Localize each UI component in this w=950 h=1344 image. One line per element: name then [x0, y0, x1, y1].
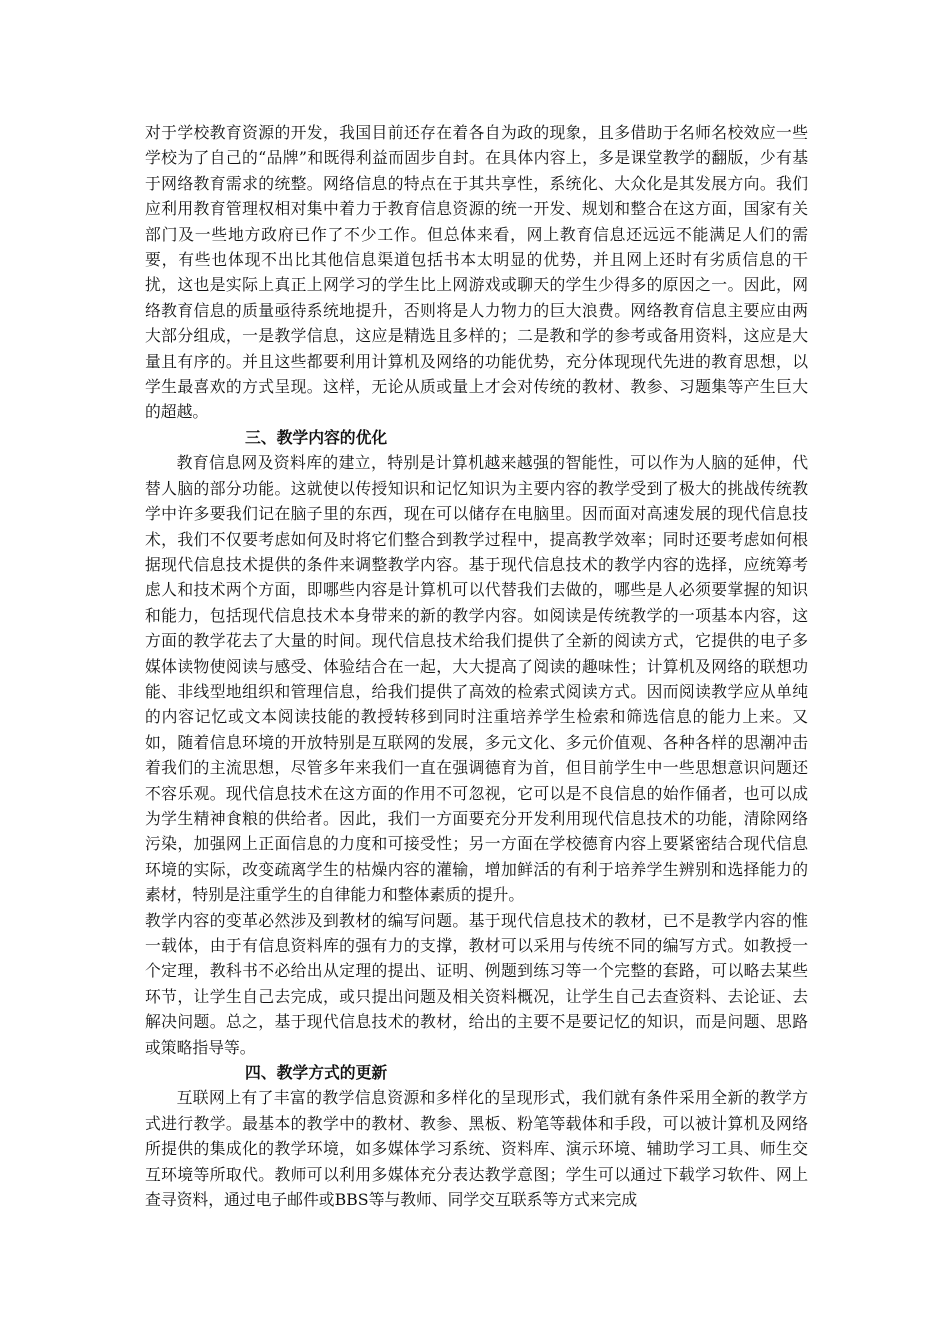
paragraph-textbook-writing: 教学内容的变革必然涉及到教材的编写问题。基于现代信息技术的教材，已不是教学内容的惟一载体，由于有信息资料库的强有力的支撑，教材可以采用与传统不同的编写方式。如教授一个定理，教科书不必给出从定理的提出、证明、例题到练习等一个完整的套路，可以略去某些环节，让学生自己去完成，或只提出问题及相关资料概况，让学生自己去查资料、去论证、去解决问题。总之，基于现代信息技术的教材，给出的主要不是要记忆的知识，而是问题、思路或策略指导等。 [145, 910, 808, 1057]
section-heading-content-optimization: 三、教学内容的优化 [245, 427, 388, 447]
document-page [145, 120, 808, 1212]
section-heading-teaching-method: 四、教学方式的更新 [245, 1063, 388, 1083]
paragraph-resource-development: 对于学校教育资源的开发，我国目前还存在着各自为政的现象，且多借助于名师名校效应一些学校为了自己的“品牌”和既得利益而固步自封。在具体内容上，多是课堂教学的翻版，少有基于网络教育需求的统整。网络信息的特点在于其共享性，系统化、大众化是其发展方向。我们应利用教育管理权相对集中着力于教育信息资源的统一开发、规划和整合在这方面，国家有关部门及一些地方政府已作了不少工作。但总体来看，网上教育信息还远远不能满足人们的需要，有些也体现不出比其他信息渠道包括书本太明显的优势，并且网上还时有劣质信息的干扰，这也是实际上真正上网学习的学生比上网游戏或聊天的学生少得多的原因之一。因此，网络教育信息的质量亟待系统地提升，否则将是人力物力的巨大浪费。网络教育信息主要应由两大部分组成，一是教学信息，这应是精选且多样的；二是教和学的参考或备用资料，这应是大量且有序的。并且这些都要利用计算机及网络的功能优势，充分体现现代先进的教育思想，以学生最喜欢的方式呈现。这样，无论从质或量上才会对传统的教材、教参、习题集等产生巨大的超越。 [145, 123, 808, 422]
paragraph-content-optimization: 教育信息网及资料库的建立，特别是计算机越来越强的智能性，可以作为人脑的延伸，代替人脑的部分功能。这就使以传授知识和记忆知识为主要内容的教学受到了极大的挑战传统教学中许多要我们记在脑子里的东西，现在可以储存在电脑里。因而面对高速发展的现代信息技术，我们不仅要考虑如何及时将它们整合到教学过程中，提高教学效率；同时还要考虑如何根据现代信息技术提供的条件来调整教学内容。基于现代信息技术的教学内容的选择，应统筹考虑人和技术两个方面，即哪些内容是计算机可以代替我们去做的，哪些是人必须要掌握的知识和能力，包括现代信息技术本身带来的新的教学内容。如阅读是传统教学的一项基本内容，这方面的教学花去了大量的时间。现代信息技术给我们提供了全新的阅读方式，它提供的电子多媒体读物使阅读与感受、体验结合在一起，大大提高了阅读的趣味性；计算机及网络的联想功能、非线型地组织和管理信息，给我们提供了高效的检索式阅读方式。因而阅读教学应从单纯的内容记忆或文本阅读技能的教授转移到同时注重培养学生检索和筛选信息的能力上来。又如，随着信息环境的开放特别是互联网的发展，多元文化、多元价值观、各种各样的思潮冲击着我们的主流思想，尽管多年来我们一直在强调德育为首，但目前学生中一些思想意识问题还不容乐观。现代信息技术在这方面的作用不可忽视，它可以是不良信息的始作俑者，也可以成为学生精神食粮的供给者。因此，我们一方面要充分开发利用现代信息技术的功能，清除网络污染，加强网上正面信息的力度和可接受性；另一方面在学校德育内容上要紧密结合现代信息环境的实际，改变疏离学生的枯燥内容的灌输，增加鲜活的有利于培养学生辨别和选择能力的素材，特别是注重学生的自律能力和整体素质的提升。 [145, 453, 808, 905]
paragraph-teaching-method: 互联网上有了丰富的教学信息资源和多样化的呈现形式，我们就有条件采用全新的教学方式进行教学。最基本的教学中的教材、教参、黑板、粉笔等载体和手段，可以被计算机及网络所提供的集成化的教学环境，如多媒体学习系统、资料库、演示环境、辅助学习工具、师生交互环境等所取代。教师可以利用多媒体充分表达教学意图；学生可以通过下载学习软件、网上查寻资料，通过电子邮件或BBS等与教师、同学交互联系等方式来完成 [145, 1088, 808, 1210]
